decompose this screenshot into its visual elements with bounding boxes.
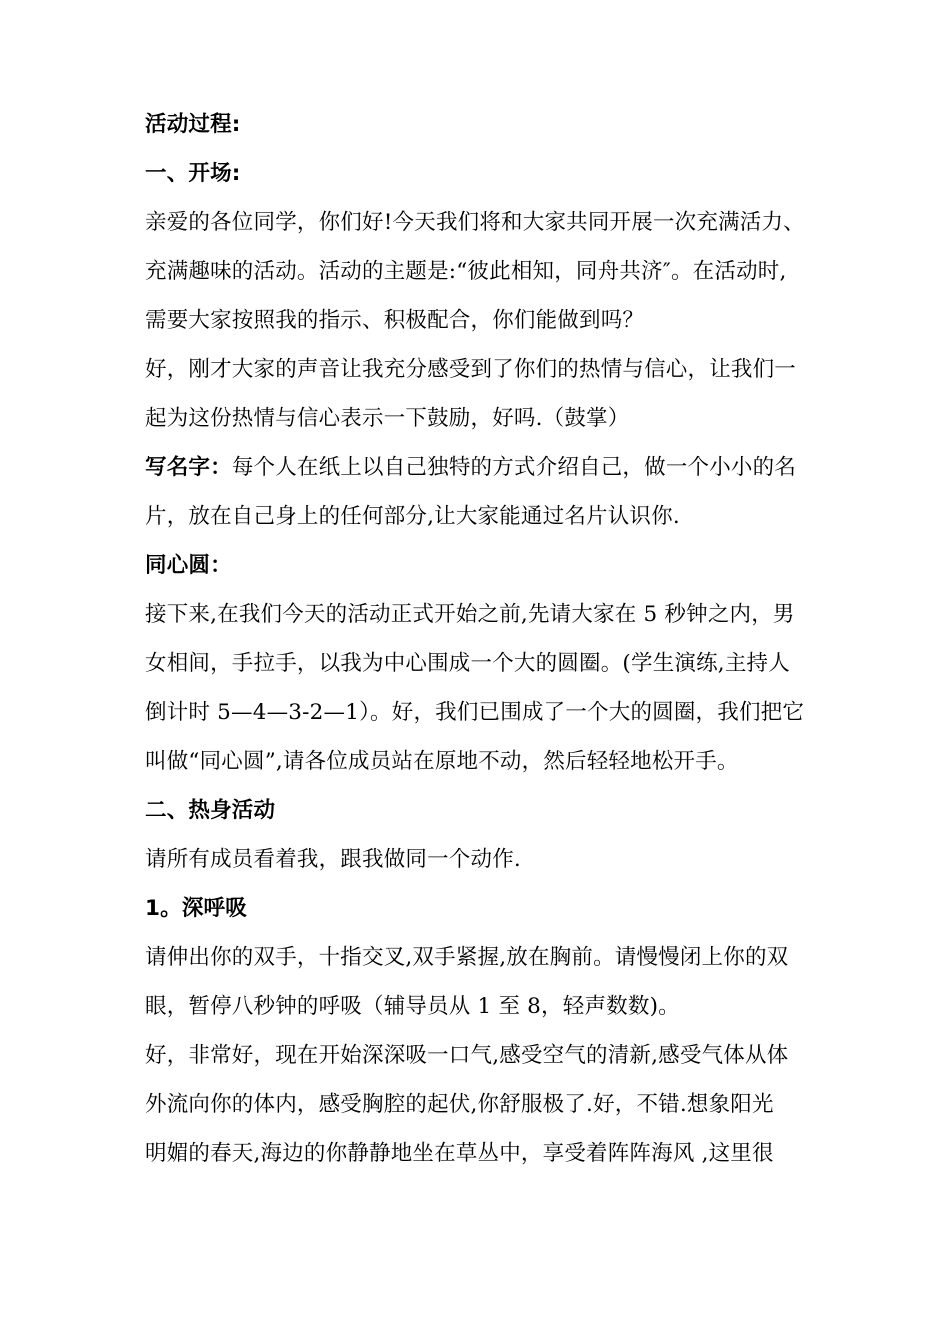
circle-title: 同心圆：	[145, 553, 232, 578]
write-name-label: 写名字：	[145, 455, 232, 480]
opening-paragraph-line: 亲爱的各位同学，你们好!今天我们将和大家共同开展一次充满活力、	[145, 210, 805, 235]
breath-paragraph-line: 明媚的春天,海边的你静静地坐在草丛中，享受着阵阵海风 ,这里很	[145, 1141, 774, 1166]
breath-paragraph-line: 好，非常好，现在开始深深吸一口气,感受空气的清新,感受气体从体	[145, 1043, 789, 1068]
opening-paragraph-line: 起为这份热情与信心表示一下鼓励，好吗.（鼓掌）	[145, 406, 630, 431]
breath-paragraph-line: 请伸出你的双手，十指交叉,双手紧握,放在胸前。请慢慢闭上你的双	[145, 945, 789, 970]
opening-paragraph-line: 需要大家按照我的指示、积极配合，你们能做到吗？	[145, 308, 645, 333]
section-opening-title: 一、开场:	[145, 161, 241, 186]
document-page	[145, 100, 810, 1178]
circle-paragraph-line: 接下来,在我们今天的活动正式开始之前,先请大家在 5 秒钟之内，男	[145, 602, 795, 627]
circle-paragraph-line: 女相间，手拉手，以我为中心围成一个大的圆圈。(学生演练,主持人	[145, 651, 790, 676]
breath-paragraph-line: 外流向你的体内，感受胸腔的起伏,你舒服极了.好，不错.想象阳光	[145, 1092, 774, 1117]
breath-paragraph-line: 眼，暂停八秒钟的呼吸（辅导员从 1 至 8，轻声数数)。	[145, 994, 680, 1019]
circle-paragraph-line: 叫做“同心圆”,请各位成员站在原地不动，然后轻轻地松开手。	[145, 749, 739, 774]
write-name-paragraph-line: 片，放在自己身上的任何部分,让大家能通过名片认识你.	[145, 504, 680, 529]
circle-paragraph-line: 倒计时 5—4—3-2—1）。好，我们已围成了一个大的圆圈，我们把它	[145, 700, 805, 725]
warmup-paragraph-line: 请所有成员看着我，跟我做同一个动作.	[145, 847, 521, 872]
write-name-paragraph-line	[145, 443, 810, 492]
section-warmup-title: 二、热身活动	[145, 798, 276, 823]
breath-title: 1。深呼吸	[145, 896, 247, 921]
opening-paragraph-line: 好，刚才大家的声音让我充分感受到了你们的热情与信心，让我们一	[145, 357, 797, 382]
opening-paragraph-line: 充满趣味的活动。活动的主题是:“彼此相知，同舟共济″。在活动时,	[145, 259, 787, 284]
write-name-text: 每个人在纸上以自己独特的方式介绍自己，做一个小小的名	[231, 455, 797, 480]
process-heading: 活动过程:	[145, 112, 241, 137]
